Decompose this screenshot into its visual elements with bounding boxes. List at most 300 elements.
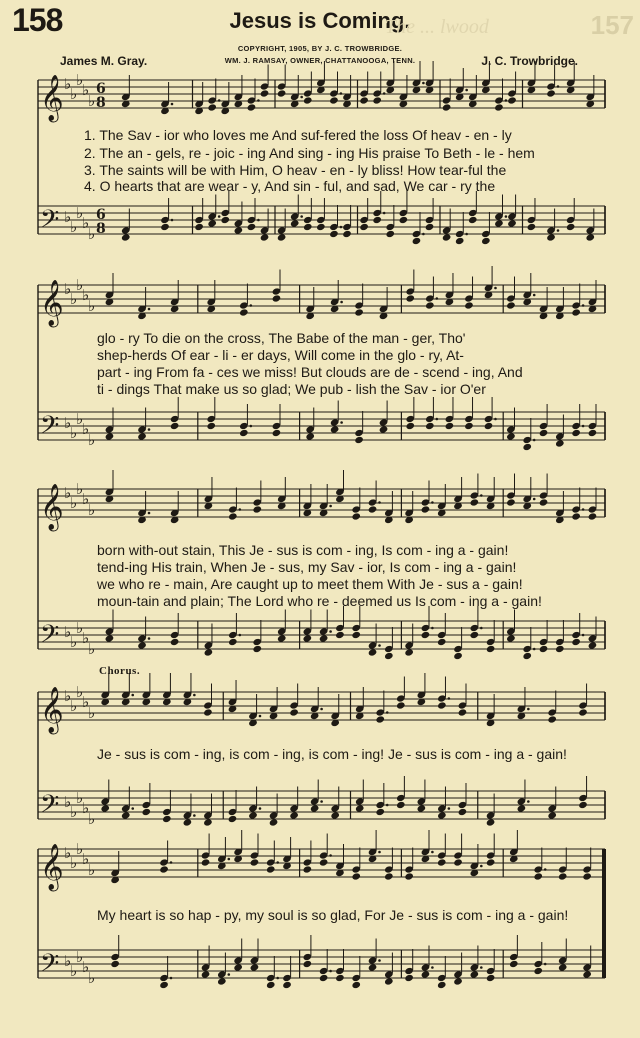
copyright-line: COPYRIGHT, 1905, BY J. C. TROWBRIDGE.: [237, 44, 403, 53]
bass-note-head: [272, 429, 282, 437]
treble-note-head: [506, 498, 516, 506]
lyric-line: shep-herds Of ear - li - er days, Will come in the glo - ry, At-: [97, 347, 464, 363]
bass-note-head: [421, 631, 431, 639]
flat-sign: ♭: [82, 81, 90, 99]
flat-sign: ♭: [82, 490, 90, 508]
flat-sign: ♭: [64, 687, 72, 705]
flat-sign: ♭: [64, 208, 72, 226]
treble-note-head: [384, 872, 394, 880]
dot: [557, 229, 560, 232]
time-signature: 8: [96, 95, 106, 111]
treble-note-head: [239, 308, 249, 316]
treble-note-head: [546, 89, 556, 97]
treble-note-head: [421, 505, 431, 513]
dot: [494, 418, 497, 421]
flat-sign: ♭: [88, 297, 96, 315]
treble-note-head: [354, 308, 364, 316]
lyric-line: part - ing From fa - ces we miss! But clouds are de - scend - ing, And: [97, 364, 523, 380]
treble-note-head: [203, 708, 213, 716]
treble-note-head: [453, 858, 463, 866]
dot: [544, 868, 547, 871]
flat-sign: ♭: [88, 969, 96, 987]
time-signature: 6: [96, 81, 106, 97]
dot: [329, 970, 332, 973]
treble-note-head: [277, 89, 287, 97]
flat-sign: ♭: [76, 410, 84, 428]
flat-sign: ♭: [82, 958, 90, 976]
bass-note-head: [252, 645, 262, 653]
dot: [276, 861, 279, 864]
dot: [340, 226, 343, 229]
flat-sign: ♭: [64, 793, 72, 811]
flat-sign: ♭: [88, 225, 96, 243]
dot: [148, 428, 151, 431]
bass-note-head: [137, 641, 147, 649]
bass-note-head: [247, 223, 257, 231]
dot: [533, 498, 536, 501]
bass-note-head: [355, 804, 365, 812]
flat-sign: ♭: [88, 810, 96, 828]
bass-note-head: [290, 219, 300, 227]
bass-note-head: [555, 439, 565, 447]
treble-note-head: [272, 294, 282, 302]
flat-sign: ♭: [76, 619, 84, 637]
bass-note-head: [233, 963, 243, 971]
dot: [228, 973, 231, 976]
treble-note-head: [260, 89, 270, 97]
bass-note-head: [507, 219, 517, 227]
dot: [436, 297, 439, 300]
bass-note-head: [228, 638, 238, 646]
flat-sign: ♭: [70, 962, 78, 980]
hymn-number: 158: [12, 2, 63, 38]
flat-sign: ♭: [88, 431, 96, 449]
dot: [422, 233, 425, 236]
bass-note-head: [239, 429, 249, 437]
bass-note-head: [571, 429, 581, 437]
treble-note-head: [506, 301, 516, 309]
dot: [259, 715, 262, 718]
flat-sign: ♭: [64, 280, 72, 298]
bass-note-head: [437, 981, 447, 989]
bass-note-head: [354, 436, 364, 444]
treble-note-head: [359, 96, 369, 104]
dot: [533, 648, 536, 651]
bass-note-head: [194, 223, 204, 231]
dot: [378, 959, 381, 962]
bass-note-head: [282, 981, 292, 989]
flat-sign: ♭: [70, 494, 78, 512]
treble-note-head: [351, 872, 361, 880]
flat-sign: ♭: [82, 214, 90, 232]
bass-note-head: [571, 638, 581, 646]
treble-note-head: [571, 512, 581, 520]
flat-sign: ♭: [88, 704, 96, 722]
bass-note-head: [289, 811, 299, 819]
bass-note-head: [385, 230, 395, 238]
flat-sign: ♭: [76, 276, 84, 294]
bass-note-head: [319, 974, 329, 982]
bass-note-head: [539, 645, 549, 653]
bass-note-head: [269, 818, 279, 826]
treble-note-head: [507, 96, 517, 104]
lyric-line: glo - ry To die on the cross, The Babe of the man - ger, Tho': [97, 330, 466, 346]
dot: [480, 966, 483, 969]
bass-note-head: [110, 960, 120, 968]
dot: [170, 977, 173, 980]
dot: [250, 425, 253, 428]
bass-clef-icon: 𝄢: [40, 620, 60, 655]
lyric-line: Je - sus is com - ing, is com - ing, is com - ing! Je - sus is com - ing a - gain!: [97, 746, 567, 762]
flat-sign: ♭: [70, 218, 78, 236]
bass-note-head: [486, 818, 496, 826]
lyric-line: born with-out stain, This Je - sus is com - ing, Is com - ing a - gain!: [97, 542, 509, 558]
dot: [239, 508, 242, 511]
bass-note-head: [217, 977, 227, 985]
bass-note-head: [522, 652, 532, 660]
lyric-line: 1. The Sav - ior who loves me And suf-fered the loss Of heav - en - ly: [84, 127, 512, 143]
dot: [148, 637, 151, 640]
treble-clef-icon: 𝄞: [40, 844, 64, 890]
time-signature: 6: [96, 207, 106, 223]
bass-note-head: [277, 634, 287, 642]
dot: [527, 708, 530, 711]
hymn-title: Jesus is Coming.: [229, 8, 411, 33]
owner-line: WM. J. RAMSAY, OWNER, CHATTANOOGA, TENN.: [224, 56, 416, 65]
dot: [386, 711, 389, 714]
dot: [257, 219, 260, 222]
bass-note-head: [160, 223, 170, 231]
bass-note-head: [405, 422, 415, 430]
bass-note-head: [228, 815, 238, 823]
bass-note-head: [330, 425, 340, 433]
treble-note-head: [351, 512, 361, 520]
dot: [448, 697, 451, 700]
dot: [465, 89, 468, 92]
dot: [436, 418, 439, 421]
time-signature: 8: [96, 221, 106, 237]
dot: [340, 92, 343, 95]
composer-credit: J. C. Trowbridge.: [481, 54, 578, 68]
bass-note-head: [412, 237, 422, 245]
treble-clef-icon: 𝄞: [40, 280, 64, 326]
flat-sign: ♭: [88, 861, 96, 879]
treble-note-head: [303, 865, 313, 873]
bass-note-head: [330, 811, 340, 819]
bass-note-head: [425, 422, 435, 430]
lyric-line: 3. The saints will be with Him, O heav - en - ly bliss! How tear-ful the: [84, 162, 507, 178]
treble-clef-icon: 𝄞: [40, 75, 64, 121]
dot: [228, 858, 231, 861]
dot: [465, 233, 468, 236]
flat-sign: ♭: [88, 640, 96, 658]
bass-note-head: [100, 804, 110, 812]
flat-sign: ♭: [76, 840, 84, 858]
flat-sign: ♭: [76, 204, 84, 222]
treble-note-head: [494, 103, 504, 111]
final-bar-line: [602, 849, 606, 978]
treble-note-head: [588, 512, 598, 520]
lyric-line: 4. O hearts that are wear - y, And sin - ful, and sad, We car - ry the: [84, 178, 496, 194]
dot: [250, 304, 253, 307]
treble-note-head: [266, 865, 276, 873]
dot: [582, 634, 585, 637]
bass-note-head: [141, 808, 151, 816]
bass-note-head: [303, 223, 313, 231]
bass-note-head: [121, 811, 131, 819]
flat-sign: ♭: [82, 629, 90, 647]
bass-note-head: [137, 432, 147, 440]
dot: [148, 308, 151, 311]
bass-note-head: [335, 631, 345, 639]
bass-note-head: [555, 645, 565, 653]
bass-note-head: [121, 233, 131, 241]
bass-note-head: [204, 648, 214, 656]
bass-note-head: [522, 443, 532, 451]
lyric-line: ti - dings That make us so glad; We pub - lish the Sav - ior O'er: [97, 381, 486, 397]
bass-note-head: [375, 808, 385, 816]
bass-note-head: [546, 233, 556, 241]
treble-note-head: [396, 701, 406, 709]
dot: [386, 804, 389, 807]
dot: [218, 215, 221, 218]
dot: [448, 807, 451, 810]
flat-sign: ♭: [88, 501, 96, 519]
dot: [582, 508, 585, 511]
treble-clef-icon: 𝄞: [40, 484, 64, 530]
bass-note-head: [105, 634, 115, 642]
dot: [257, 99, 260, 102]
bass-note-head: [417, 804, 427, 812]
dot: [431, 501, 434, 504]
treble-note-head: [425, 301, 435, 309]
bass-note-head: [470, 970, 480, 978]
dot: [193, 814, 196, 817]
treble-note-head: [464, 301, 474, 309]
dot: [480, 627, 483, 630]
treble-note-head: [404, 872, 414, 880]
dot: [383, 92, 386, 95]
bass-note-head: [368, 648, 378, 656]
flat-sign: ♭: [64, 414, 72, 432]
bass-note-head: [277, 233, 287, 241]
bass-note-head: [404, 648, 414, 656]
bass-note-head: [234, 226, 244, 234]
bass-note-head: [453, 652, 463, 660]
bass-note-head: [588, 429, 598, 437]
dot: [320, 800, 323, 803]
dot: [378, 501, 381, 504]
dot: [557, 85, 560, 88]
dot: [383, 212, 386, 215]
treble-note-head: [578, 708, 588, 716]
bass-note-head: [509, 960, 519, 968]
flat-sign: ♭: [70, 424, 78, 442]
dot: [329, 505, 332, 508]
dot: [193, 694, 196, 697]
flat-sign: ♭: [82, 693, 90, 711]
treble-note-head: [437, 701, 447, 709]
bass-note-head: [558, 963, 568, 971]
flat-sign: ♭: [70, 633, 78, 651]
treble-note-head: [533, 872, 543, 880]
dot: [505, 215, 508, 218]
lyric-line: 2. The an - gels, re - joic - ing And sing - ing His praise To Beth - le - hem: [84, 145, 535, 161]
treble-note-head: [437, 858, 447, 866]
flat-sign: ♭: [64, 75, 72, 93]
dot: [431, 627, 434, 630]
bass-note-head: [468, 216, 478, 224]
bass-note-head: [260, 233, 270, 241]
bass-note-head: [159, 981, 169, 989]
bass-note-head: [582, 970, 592, 978]
flat-sign: ♭: [82, 420, 90, 438]
flat-sign: ♭: [76, 683, 84, 701]
bass-note-head: [494, 219, 504, 227]
dot: [480, 865, 483, 868]
dot: [544, 963, 547, 966]
treble-note-head: [201, 858, 211, 866]
lyric-line: we who re - main, Are caught up to meet them With Je - sus a - gain!: [97, 576, 523, 592]
flat-sign: ♭: [88, 92, 96, 110]
dot: [533, 439, 536, 442]
bass-note-head: [303, 634, 313, 642]
bass-note-head: [566, 223, 576, 231]
dot: [340, 301, 343, 304]
dot: [329, 854, 332, 857]
bleed-through-title: The ... lwood: [385, 16, 489, 38]
dot: [239, 634, 242, 637]
bass-note-head: [585, 233, 595, 241]
dot: [320, 708, 323, 711]
bass-note-head: [351, 631, 361, 639]
bass-note-head: [588, 641, 598, 649]
bass-note-head: [250, 963, 260, 971]
bass-note-head: [170, 422, 180, 430]
bass-note-head: [506, 432, 516, 440]
bass-note-head: [533, 967, 543, 975]
bass-note-head: [201, 970, 211, 978]
flat-sign: ♭: [64, 484, 72, 502]
bass-note-head: [372, 216, 382, 224]
dot: [171, 103, 174, 106]
treble-note-head: [247, 103, 257, 111]
flat-sign: ♭: [76, 71, 84, 89]
bass-note-head: [578, 801, 588, 809]
bass-note-head: [384, 977, 394, 985]
dot: [300, 215, 303, 218]
treble-note-head: [368, 505, 378, 513]
flat-sign: ♭: [76, 948, 84, 966]
dot: [148, 512, 151, 515]
treble-note-head: [458, 708, 468, 716]
dot: [582, 304, 585, 307]
bass-note-head: [379, 425, 389, 433]
treble-note-head: [539, 498, 549, 506]
lyric-line: moun-tain and plain; The Lord who re - deemed us Is com - ing a - gain!: [97, 593, 542, 609]
bass-clef-icon: 𝄢: [40, 205, 60, 240]
bass-note-head: [421, 970, 431, 978]
dot: [422, 82, 425, 85]
flat-sign: ♭: [76, 789, 84, 807]
dot: [480, 494, 483, 497]
bass-note-head: [207, 219, 217, 227]
bass-note-head: [506, 634, 516, 642]
flat-sign: ♭: [64, 952, 72, 970]
flat-sign: ♭: [64, 844, 72, 862]
bass-note-head: [437, 811, 447, 819]
bass-note-head: [484, 422, 494, 430]
bass-note-head: [319, 634, 329, 642]
bass-note-head: [453, 977, 463, 985]
dot: [527, 800, 530, 803]
dot: [378, 644, 381, 647]
bass-note-head: [342, 230, 352, 238]
bass-note-head: [316, 223, 326, 231]
bass-note-head: [425, 223, 435, 231]
treble-note-head: [405, 294, 415, 302]
dot: [431, 966, 434, 969]
flat-sign: ♭: [76, 480, 84, 498]
treble-note-head: [375, 715, 385, 723]
bass-note-head: [305, 432, 315, 440]
bass-note-head: [486, 645, 496, 653]
bass-note-head: [162, 815, 172, 823]
treble-note-head: [319, 858, 329, 866]
bass-note-head: [437, 638, 447, 646]
lyric-line: tend-ing His train, When Je - sus, my Sav - ior, Is com - ing a - gain!: [97, 559, 517, 575]
bass-note-head: [442, 233, 452, 241]
treble-note-head: [558, 872, 568, 880]
bass-note-head: [351, 981, 361, 989]
bass-clef-icon: 𝄢: [40, 411, 60, 446]
flat-sign: ♭: [70, 854, 78, 872]
bass-note-head: [266, 981, 276, 989]
dot: [582, 425, 585, 428]
flat-sign: ♭: [82, 850, 90, 868]
flat-sign: ♭: [64, 623, 72, 641]
treble-note-head: [442, 103, 452, 111]
bass-note-head: [470, 631, 480, 639]
bass-note-head: [547, 811, 557, 819]
dot: [300, 96, 303, 99]
treble-note-head: [571, 308, 581, 316]
bass-note-head: [384, 652, 394, 660]
flat-sign: ♭: [70, 85, 78, 103]
flat-sign: ♭: [82, 286, 90, 304]
dot: [329, 630, 332, 633]
treble-note-head: [250, 858, 260, 866]
bass-note-head: [335, 974, 345, 982]
treble-note-head: [329, 96, 339, 104]
bass-note-head: [310, 804, 320, 812]
bass-clef-icon: 𝄢: [40, 790, 60, 825]
bass-note-head: [248, 811, 258, 819]
bass-note-head: [404, 974, 414, 982]
bass-note-head: [396, 801, 406, 809]
treble-note-head: [289, 708, 299, 716]
bass-note-head: [329, 230, 339, 238]
bass-note-head: [399, 216, 409, 224]
bass-note-head: [486, 974, 496, 982]
bass-note-head: [183, 818, 193, 826]
bass-note-head: [527, 223, 537, 231]
treble-note-head: [470, 498, 480, 506]
chorus-label: Chorus.: [99, 665, 141, 677]
treble-note-head: [228, 512, 238, 520]
bass-note-head: [517, 804, 527, 812]
bleed-through-number: 157: [590, 10, 634, 40]
